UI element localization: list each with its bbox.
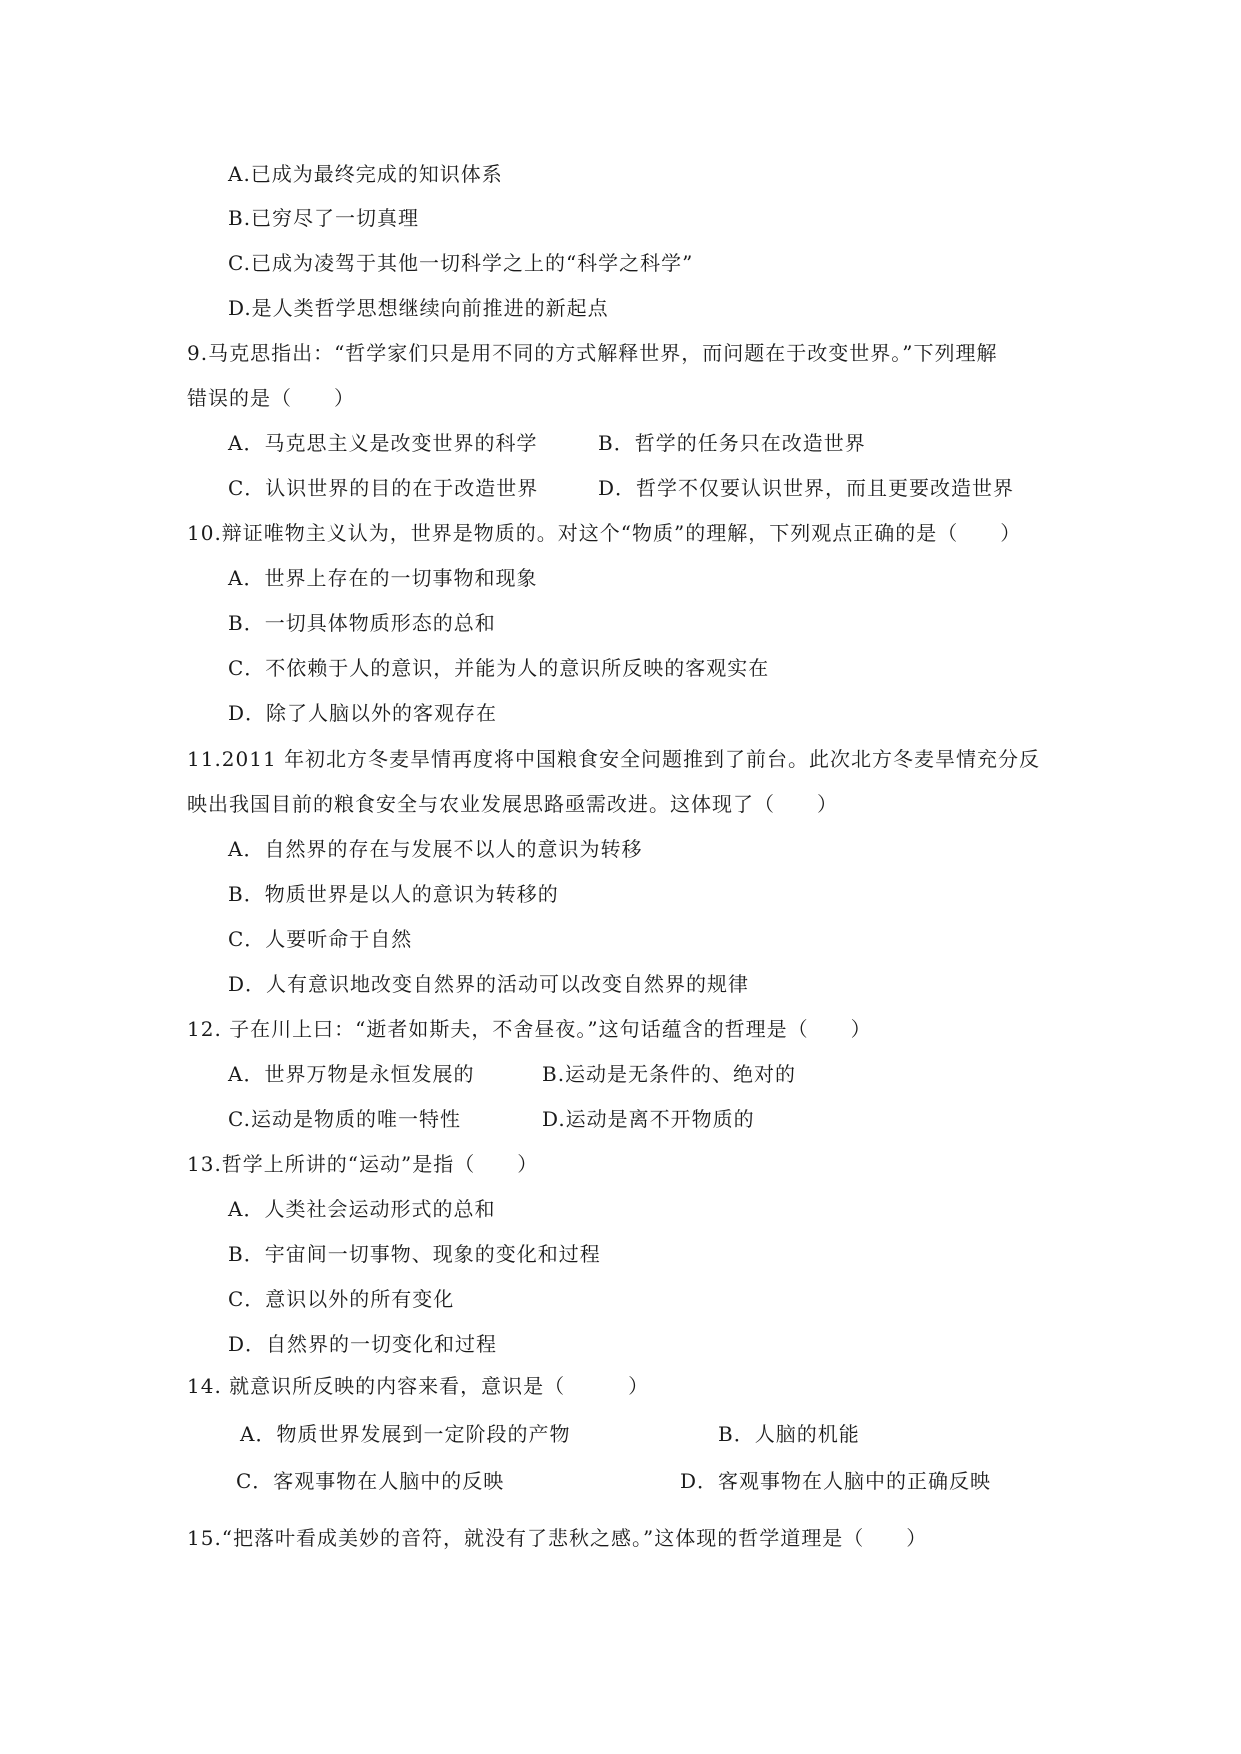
q9-option-d: D．哲学不仅要认识世界，而且更要改造世界	[598, 476, 1015, 500]
q11-option-c: C．人要听命于自然	[228, 927, 413, 951]
q11-stem-line1: 11.2011 年初北方冬麦旱情再度将中国粮食安全问题推到了前台。此次北方冬麦旱情充分反	[187, 747, 1041, 771]
q10-option-a: A．世界上存在的一切事物和现象	[228, 566, 538, 590]
q9-stem-line2: 错误的是（ ）	[187, 386, 355, 410]
q9-option-c: C．认识世界的目的在于改造世界	[228, 476, 539, 500]
q10-stem: 10.辩证唯物主义认为，世界是物质的。对这个“物质”的理解，下列观点正确的是（ ）	[187, 521, 1022, 545]
q13-option-b: B．宇宙间一切事物、现象的变化和过程	[228, 1242, 601, 1266]
q14-option-a: A．物质世界发展到一定阶段的产物	[240, 1422, 571, 1446]
q8-option-c: C.已成为凌驾于其他一切科学之上的“科学之科学”	[228, 251, 694, 275]
q9-option-b: B．哲学的任务只在改造世界	[598, 431, 866, 455]
q12-option-d: D.运动是离不开物质的	[542, 1107, 755, 1131]
q12-option-a: A．世界万物是永恒发展的	[228, 1062, 475, 1086]
q11-option-d: D．人有意识地改变自然界的活动可以改变自然界的规律	[228, 972, 750, 996]
q11-option-a: A．自然界的存在与发展不以人的意识为转移	[228, 837, 643, 861]
q14-stem: 14. 就意识所反映的内容来看，意识是（ ）	[187, 1374, 650, 1398]
q9-stem-line1: 9.马克思指出：“哲学家们只是用不同的方式解释世界，而问题在于改变世界。”下列理解	[187, 341, 998, 365]
q8-option-b: B.已穷尽了一切真理	[228, 206, 420, 230]
q13-option-d: D．自然界的一切变化和过程	[228, 1332, 498, 1356]
q15-stem: 15.“把落叶看成美妙的音符，就没有了悲秋之感。”这体现的哲学道理是（ ）	[187, 1526, 928, 1550]
q14-option-d: D．客观事物在人脑中的正确反映	[680, 1469, 992, 1493]
q10-option-d: D．除了人脑以外的客观存在	[228, 701, 498, 725]
q8-option-a: A.已成为最终完成的知识体系	[228, 162, 503, 186]
q12-stem: 12. 子在川上曰：“逝者如斯夫，不舍昼夜。”这句话蕴含的哲理是（ ）	[187, 1017, 872, 1041]
q13-option-c: C．意识以外的所有变化	[228, 1287, 455, 1311]
q12-option-c: C.运动是物质的唯一特性	[228, 1107, 461, 1131]
q14-option-b: B．人脑的机能	[718, 1422, 860, 1446]
q9-option-a: A．马克思主义是改变世界的科学	[228, 431, 538, 455]
q11-option-b: B．物质世界是以人的意识为转移的	[228, 882, 559, 906]
q13-option-a: A．人类社会运动形式的总和	[228, 1197, 496, 1221]
q10-option-c: C．不依赖于人的意识，并能为人的意识所反映的客观实在	[228, 656, 770, 680]
q10-option-b: B．一切具体物质形态的总和	[228, 611, 496, 635]
q11-stem-line2: 映出我国目前的粮食安全与农业发展思路亟需改进。这体现了（ ）	[187, 792, 838, 816]
q13-stem: 13.哲学上所讲的“运动”是指（ ）	[187, 1152, 539, 1176]
q14-option-c: C．客观事物在人脑中的反映	[236, 1469, 505, 1493]
q8-option-d: D.是人类哲学思想继续向前推进的新起点	[228, 296, 609, 320]
q12-option-b: B.运动是无条件的、绝对的	[542, 1062, 797, 1086]
